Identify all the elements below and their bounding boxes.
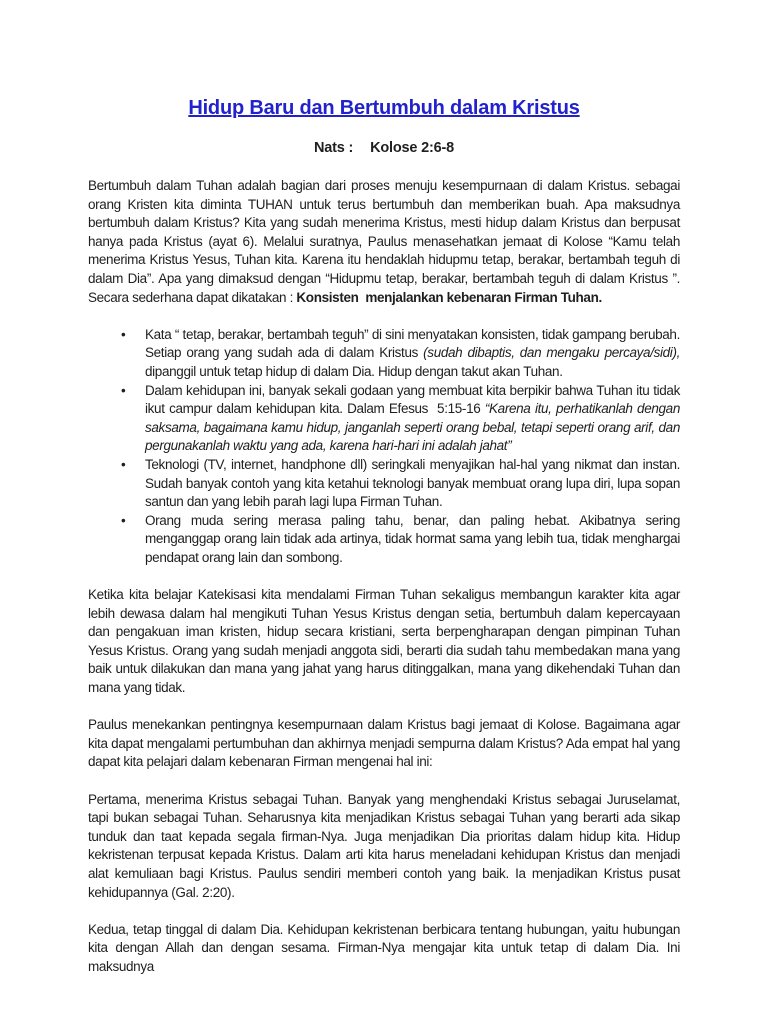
paragraph-paulus xyxy=(88,716,680,772)
document-title-link[interactable]: Hidup Baru dan Bertumbuh dalam Kristus xyxy=(188,97,580,119)
nats-value: Kolose 2:6-8 xyxy=(370,140,454,156)
page-title xyxy=(88,97,680,120)
paragraph-intro xyxy=(88,177,680,307)
paragraph-kedua xyxy=(88,921,680,977)
text-segment: Orang muda sering merasa paling tahu, benar, dan paling hebat. Akibatnya sering menganggap orang lain tidak ada artinya, tidak hormat sama yang lebih tua, tidak menghargai pendapat orang lain dan sombong. xyxy=(145,512,680,565)
text-segment: Bertumbuh dalam Tuhan adalah bagian dari proses menuju kesempurnaan di dalam Kristus. sebagai orang Kristen kita diminta TUHAN untuk terus bertumbuh dan memberikan buah. Apa maksudnya bertumbuh dalam Kristus? Kita yang sudah menerima Kristus, mesti hidup dalam Kristus dan berpusat hanya pada Kristus (ayat 6). Melalui suratnya, Paulus menasehatkan jemaat di Kolose “Kamu telah menerima Kristus Yesus, Tuhan kita. Karena itu hendaklah hidupmu tetap, berakar, bertambah teguh di dalam Dia”. Apa yang dimaksud dengan “Hidupmu tetap, berakar, bertambah teguh di dalam Kristus ”. Secara sederhana dapat dikatakan : xyxy=(88,178,680,305)
text-segment: dipanggil untuk tetap hidup di dalam Dia. Hidup dengan takut akan Tuhan. xyxy=(145,363,563,379)
text-segment: Kata “ tetap, berakar, bertambah teguh” di sini menyatakan konsisten, tidak gampang berubah. Setiap orang yang sudah ada di dalam Kristus xyxy=(145,326,680,361)
list-item xyxy=(145,512,680,568)
list-item xyxy=(145,382,680,456)
text-segment: Paulus menekankan pentingnya kesempurnaan dalam Kristus bagi jemaat di Kolose. Bagaimana agar kita dapat mengalami pertumbuhan dan akhirnya menjadi sempurna dalam Kristus? Ada empat hal yang dapat kita pelajari dalam kebenaran Firman mengenai hal ini: xyxy=(88,717,680,770)
bullet-list xyxy=(88,326,680,568)
text-segment: Teknologi (TV, internet, handphone dll) seringkali menyajikan hal-hal yang nikmat dan instan. Sudah banyak contoh yang kita ketahui teknologi banyak membuat orang lupa diri, lupa sopan santun dan yang lebih parah lagi lupa Firman Tuhan. xyxy=(145,456,680,510)
nats-label: Nats : xyxy=(314,140,354,156)
text-segment: Dalam kehidupan ini, banyak sekali godaan yang membuat kita berpikir bahwa Tuhan itu tidak ikut campur dalam kehidupan kita. Dalam Efesus 5:15-16 xyxy=(145,382,680,417)
text-segment: Ketika kita belajar Katekisasi kita mendalami Firman Tuhan sekaligus membangun karakter kita agar lebih dewasa dalam hal mengikuti Tuhan Yesus Kristus dengan setia, bertumbuh dalam kepercayaan dan pengakuan iman kristen, hidup secara kristiani, serta berpengharapan dengan pimpinan Tuhan Yesus Kristus. Orang yang sudah menjadi anggota sidi, berarti dia sudah tahu membedakan mana yang baik untuk dilakukan dan mana yang jahat yang harus ditinggalkan, mana yang dikehendaki Tuhan dan mana yang tidak. xyxy=(88,587,680,696)
paragraph-pertama xyxy=(88,791,680,903)
document-page xyxy=(88,0,680,977)
text-segment: Kedua, tetap tinggal di dalam Dia. Kehidupan kekristenan berbicara tentang hubungan, yaitu hubungan kita dengan Allah dan dengan sesama. Firman-Nya mengajar kita untuk tetap di dalam Dia. Ini maksudnya xyxy=(88,921,680,974)
text-segment: Pertama, menerima Kristus sebagai Tuhan. Banyak yang menghendaki Kristus sebagai Juruselamat, tapi bukan sebagai Tuhan. Seharusnya kita menjadikan Kristus sebagai Tuhan yang berarti ada sikap tunduk dan taat kepada segala firman-Nya. Juga menjadikan Dia prioritas dalam hidup kita. Hidup kekristenan terpusat kepada Kristus. Dalam arti kita harus meneladani kehidupan Kristus dan menjadi alat kemuliaan bagi Kristus. Paulus sendiri memberi contoh yang baik. Ia menjadikan Kristus pusat kehidupannya (Gal. 2:20). xyxy=(88,791,680,900)
text-segment: Konsisten menjalankan kebenaran Firman Tuhan. xyxy=(296,289,602,305)
list-item xyxy=(145,326,680,382)
paragraph-katekisasi xyxy=(88,586,680,698)
text-segment: (sudah dibaptis, dan mengaku percaya/sidi), xyxy=(423,345,680,361)
list-item xyxy=(145,456,680,512)
text-segment: “Karena itu, perhatikanlah dengan saksama, bagaimana kamu hidup, janganlah seperti orang bebal, tetapi seperti orang arif, dan pergunakanlah waktu yang ada, karena hari-hari ini adalah jahat” xyxy=(145,401,680,454)
scripture-reference-line xyxy=(88,140,680,156)
